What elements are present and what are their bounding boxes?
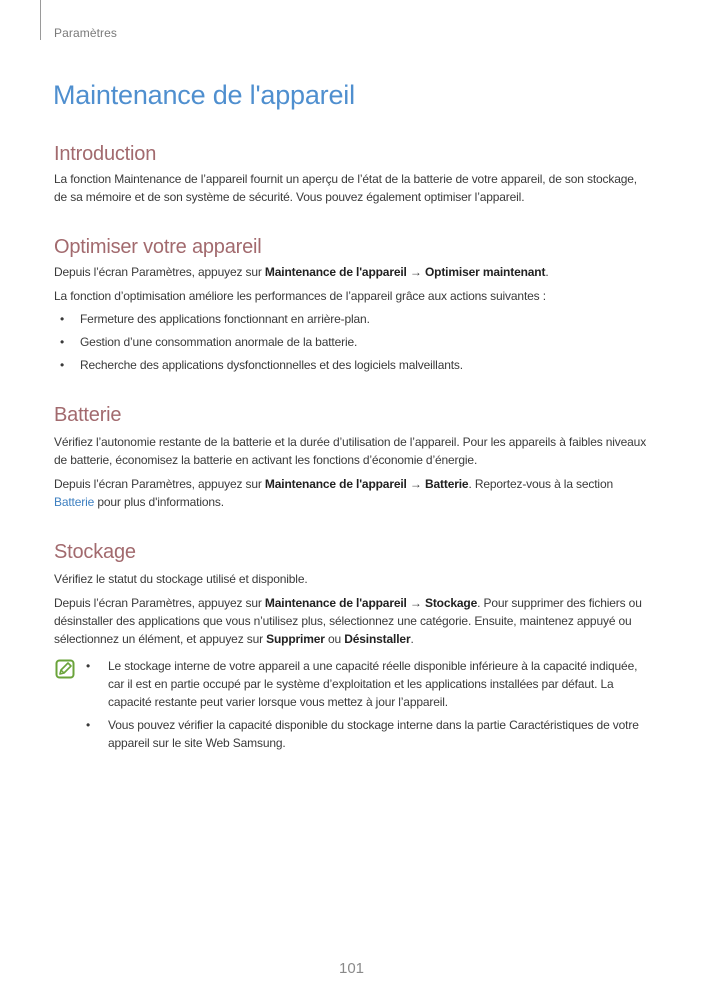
breadcrumb: Paramètres <box>54 26 118 40</box>
bullet-icon: • <box>60 312 65 326</box>
arrow-icon: → <box>406 265 425 279</box>
note-bullet-list <box>80 657 654 752</box>
storage-description: Vérifiez le statut du stockage utilisé et disponible. <box>54 572 308 586</box>
list-item-text: Fermeture des applications fonctionnant en arrière-plan. <box>80 312 370 326</box>
section-heading: Batterie <box>54 404 122 426</box>
battery-description: Vérifiez l’autonomie restante de la batterie et la durée d’utilisation de l’appareil. Pour les appareils à faibles niveaux de batterie, économisez la batterie en activant les fonctions d’économie d’énergie. <box>54 435 647 467</box>
arrow-icon: → <box>406 596 425 610</box>
text: Depuis l’écran Paramètres, appuyez sur <box>54 477 265 491</box>
list-item-text: Le stockage interne de votre appareil a une capacité réelle disponible inférieure à la capacité indiquée, car il est en partie occupé par le système d’exploitation et les applications installées par défaut. La capacité restante peut varier lorsque vous mettez à jour l’appareil. <box>108 659 638 709</box>
text: pour plus d'informations. <box>94 495 224 509</box>
list-item <box>80 716 654 752</box>
page-title: Maintenance de l'appareil <box>53 80 355 110</box>
bullet-icon: • <box>60 358 65 372</box>
menu-path-maintenance: Maintenance de l'appareil <box>264 265 407 279</box>
menu-path-battery: Batterie <box>424 477 469 491</box>
list-item-text: Gestion d’une consommation anormale de la batterie. <box>80 335 358 349</box>
list-item <box>80 657 654 711</box>
section-battery <box>54 404 649 511</box>
page-number: 101 <box>338 960 365 977</box>
menu-path-maintenance: Maintenance de l'appareil <box>264 596 407 610</box>
section-heading: Stockage <box>54 541 136 563</box>
storage-note <box>54 657 654 757</box>
bullet-icon: • <box>86 659 91 673</box>
list-item <box>54 310 649 328</box>
section-heading: Optimiser votre appareil <box>54 236 262 258</box>
optimize-instruction <box>54 263 649 281</box>
bullet-icon: • <box>86 718 91 732</box>
text: . Reportez-vous à la section <box>468 477 613 491</box>
optimize-bullet-list <box>54 310 649 374</box>
delete-label: Supprimer <box>266 632 325 646</box>
section-heading: Introduction <box>54 143 157 165</box>
section-introduction <box>54 143 649 206</box>
text: Depuis l’écran Paramètres, appuyez sur <box>54 265 265 279</box>
note-pencil-icon <box>55 659 75 679</box>
text: . <box>410 632 414 646</box>
text: . <box>545 265 549 279</box>
list-item <box>54 333 649 351</box>
uninstall-label: Désinstaller <box>344 632 411 646</box>
list-item-text: Vous pouvez vérifier la capacité disponible du stockage interne dans la partie Caractéristiques de votre appareil sur le site Web Samsung. <box>108 718 639 750</box>
intro-paragraph: La fonction Maintenance de l’appareil fournit un aperçu de l’état de la batterie de votre appareil, de son stockage, de sa mémoire et de son système de sécurité. Vous pouvez également optimiser l’appareil. <box>54 172 637 204</box>
menu-path-storage: Stockage <box>424 596 478 610</box>
arrow-icon: → <box>406 477 425 491</box>
storage-instruction <box>54 594 649 648</box>
list-item-text: Recherche des applications dysfonctionnelles et des logiciels malveillants. <box>80 358 463 372</box>
list-item <box>54 356 649 374</box>
section-storage <box>54 541 649 648</box>
text: . Pour supprimer des fichiers ou désinstaller des applications que vous n’utilisez plus, sélectionnez une catégorie. Ensuite, maintenez appuyé ou sélectionnez un élément, et appuyez sur <box>54 596 642 646</box>
bullet-icon: • <box>60 335 65 349</box>
text: Depuis l’écran Paramètres, appuyez sur <box>54 596 265 610</box>
header-rule <box>40 0 41 40</box>
section-optimize <box>54 236 649 374</box>
battery-section-link[interactable]: Batterie <box>54 495 95 509</box>
battery-instruction <box>54 475 649 511</box>
menu-path-maintenance: Maintenance de l'appareil <box>264 477 407 491</box>
text: ou <box>324 632 345 646</box>
optimize-description: La fonction d’optimisation améliore les performances de l’appareil grâce aux actions suivantes : <box>54 289 546 303</box>
menu-path-optimize-now: Optimiser maintenant <box>424 265 546 279</box>
